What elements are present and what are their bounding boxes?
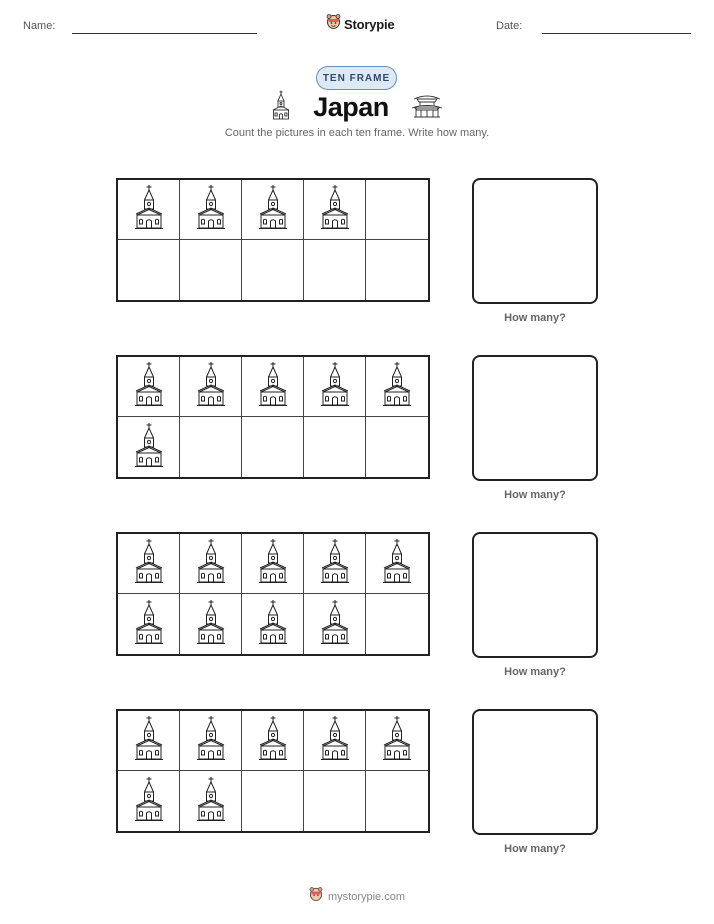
frame-cell (304, 180, 366, 240)
answer-box-2[interactable] (472, 355, 598, 481)
frame-cell (242, 240, 304, 300)
church-icon (381, 538, 413, 589)
frame-cell (180, 534, 242, 594)
frame-cell (180, 357, 242, 417)
church-icon (381, 361, 413, 412)
church-icon (319, 361, 351, 412)
frame-cell (180, 594, 242, 654)
frame-cell (118, 357, 180, 417)
title-row (0, 90, 714, 125)
date-field-line[interactable] (542, 33, 691, 34)
date-label: Date: (496, 20, 523, 32)
frame-cell (180, 180, 242, 240)
church-icon (271, 90, 291, 125)
how-many-label-3: How many? (504, 666, 566, 678)
frame-cell (242, 180, 304, 240)
church-icon (133, 422, 165, 473)
frame-cell (180, 771, 242, 831)
frame-cell (366, 417, 428, 477)
church-icon (195, 538, 227, 589)
church-icon (319, 538, 351, 589)
ten-frame-1 (116, 178, 430, 302)
church-icon (133, 599, 165, 650)
frame-cell (304, 357, 366, 417)
name-field-line[interactable] (72, 33, 257, 34)
church-icon (319, 599, 351, 650)
how-many-label-4: How many? (504, 843, 566, 855)
frame-cell (180, 240, 242, 300)
church-icon (257, 715, 289, 766)
frame-cell (242, 357, 304, 417)
frame-cell (304, 771, 366, 831)
church-icon (257, 599, 289, 650)
frame-cell (118, 417, 180, 477)
church-icon (195, 715, 227, 766)
church-icon (133, 538, 165, 589)
church-icon (133, 361, 165, 412)
footer (0, 886, 714, 907)
church-icon (133, 184, 165, 235)
church-icon (133, 715, 165, 766)
church-icon (257, 538, 289, 589)
how-many-label-2: How many? (504, 489, 566, 501)
church-icon (195, 361, 227, 412)
frame-cell (118, 711, 180, 771)
church-icon (195, 776, 227, 827)
frame-cell (304, 417, 366, 477)
answer-box-3[interactable] (472, 532, 598, 658)
name-label: Name: (23, 20, 56, 32)
instructions: Count the pictures in each ten frame. Write how many. (224, 127, 490, 139)
frame-cell (180, 417, 242, 477)
frame-cell (242, 417, 304, 477)
frame-cell (366, 711, 428, 771)
footer-url: mystorypie.com (327, 890, 406, 903)
ten-frame-2 (116, 355, 430, 479)
pagoda-temple-icon (411, 92, 443, 123)
frame-cell (118, 534, 180, 594)
church-icon (195, 184, 227, 235)
frame-cell (304, 594, 366, 654)
church-icon (257, 361, 289, 412)
frame-cell (366, 771, 428, 831)
frame-cell (304, 534, 366, 594)
frame-cell (366, 594, 428, 654)
frame-cell (304, 240, 366, 300)
church-icon (381, 715, 413, 766)
frame-cell (366, 240, 428, 300)
frame-cell (304, 711, 366, 771)
brand-logo (326, 13, 394, 35)
church-icon (319, 184, 351, 235)
frame-cell (180, 711, 242, 771)
ten-frame-badge: TEN FRAME (316, 66, 397, 90)
brand-name: Storypie (344, 16, 395, 32)
frame-cell (242, 711, 304, 771)
worksheet-title: Japan (313, 92, 389, 122)
frame-cell (118, 771, 180, 831)
storypie-logo-icon (326, 13, 341, 35)
frame-cell (118, 240, 180, 300)
ten-frame-3 (116, 532, 430, 656)
storypie-logo-icon (309, 886, 323, 907)
how-many-label-1: How many? (504, 312, 566, 324)
frame-cell (242, 534, 304, 594)
church-icon (195, 599, 227, 650)
frame-cell (366, 357, 428, 417)
answer-box-1[interactable] (472, 178, 598, 304)
frame-cell (118, 594, 180, 654)
answer-box-4[interactable] (472, 709, 598, 835)
frame-cell (366, 534, 428, 594)
church-icon (257, 184, 289, 235)
frame-cell (242, 771, 304, 831)
ten-frame-4 (116, 709, 430, 833)
frame-cell (118, 180, 180, 240)
frame-cell (242, 594, 304, 654)
frame-cell (366, 180, 428, 240)
church-icon (133, 776, 165, 827)
church-icon (319, 715, 351, 766)
